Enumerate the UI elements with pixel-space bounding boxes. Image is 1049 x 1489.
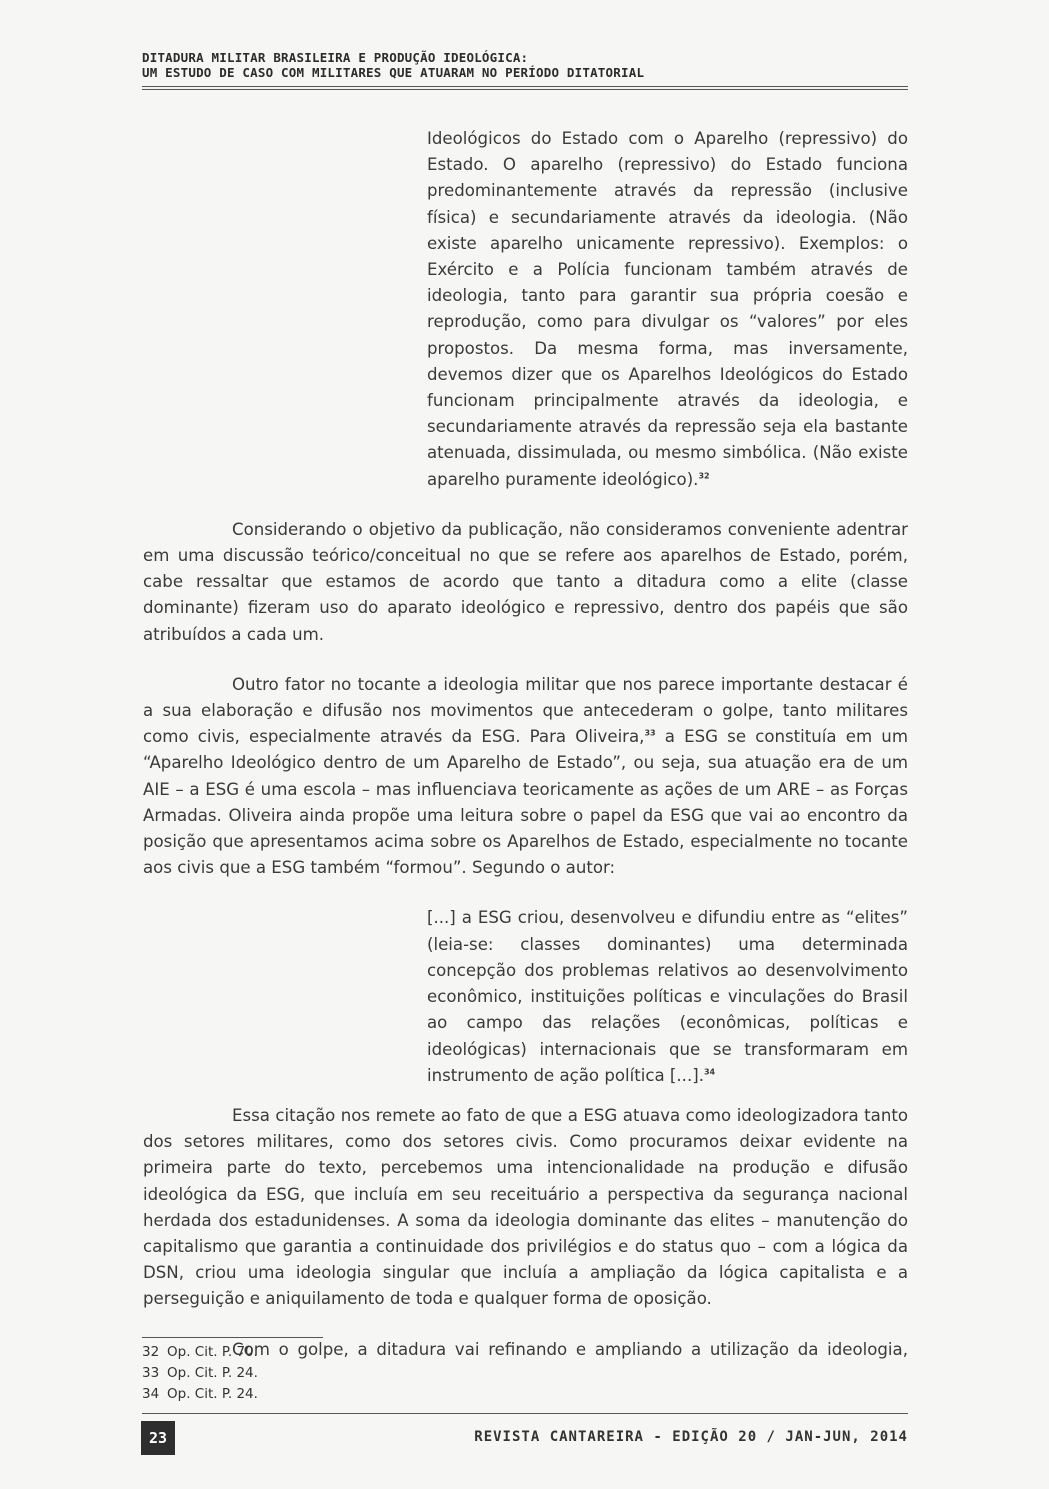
footnote-separator: [142, 1337, 323, 1338]
paragraph-text-b: a ESG se constituía em um “Aparelho Ideológico dentro de um Aparelho de Estado”, ou seja, sua atuação era de um AIE – a ESG é uma escola – mas influenciava teoricamente as ações de um ARE – as Forças Armadas. Oliveira ainda propõe uma leitura sobre o papel da ESG que vai ao encontro da posição que apresentamos acima sobre os Aparelhos de Estado, especialmente no tocante aos civis que a ESG também “formou”. Segundo o autor:: [143, 727, 908, 878]
footnote-32: [142, 1342, 258, 1363]
journal-footer: REVISTA CANTAREIRA - EDIÇÃO 20 / JAN-JUN, 2014: [474, 1429, 908, 1445]
paragraph-essa-citacao: Essa citação nos remete ao fato de que a ESG atuava como ideologizadora tanto dos setores militares, como dos setores civis. Como procuramos deixar evidente na primeira parte do texto, percebemos uma intencionalidade na produção e difusão ideológica da ESG, que incluía em seu receituário a perspectiva da segurança nacional herdada dos estadunidenses. A soma da ideologia dominante das elites – manutenção do capitalismo que garantia a continuidade dos privilégios e do status quo – com a lógica da DSN, criou uma ideologia singular que incluía a ampliação da lógica capitalista e a perseguição e aniquilamento de toda e qualquer forma de oposição.: [143, 1105, 908, 1309]
footnote-number: 34: [142, 1386, 160, 1402]
footnote-text: Op. Cit. P. 70.: [167, 1344, 258, 1360]
block-quote-oliveira: [427, 905, 908, 1088]
footnotes: [142, 1342, 258, 1405]
footer-rule: [142, 1413, 908, 1414]
footnote-text: Op. Cit. P. 24.: [167, 1386, 258, 1402]
footnote-ref-32[interactable]: 32: [698, 471, 710, 481]
footnote-text: Op. Cit. P. 24.: [167, 1365, 258, 1381]
header-title-line-1: DITADURA MILITAR BRASILEIRA E PRODUÇÃO IDEOLÓGICA:: [142, 50, 529, 65]
header-title-line-2: UM ESTUDO DE CASO COM MILITARES QUE ATUARAM NO PERÍODO DITATORIAL: [142, 65, 645, 80]
page-number: 23: [141, 1421, 175, 1455]
paragraph-considerando: Considerando o objetivo da publicação, não consideramos conveniente adentrar em uma discussão teórico/conceitual no que se refere aos aparelhos de Estado, porém, cabe ressaltar que estamos de acordo que tanto a ditadura como a elite (classe dominante) fizeram uso do aparato ideológico e repressivo, dentro dos papéis que são atribuídos a cada um.: [143, 519, 908, 644]
footnote-ref-34[interactable]: 34: [703, 1067, 716, 1077]
header-rule-double: [142, 89, 908, 90]
footnote-33: [142, 1363, 258, 1384]
block-quote-text: [...] a ESG criou, desenvolveu e difundiu entre as “elites” (leia-se: classes dominantes) uma determinada concepção dos problemas relativos ao desenvolvimento econômico, instituições políticas e vinculações do Brasil ao campo das relações (econômicas, políticas e ideológicas) internacionais que se transformaram em instrumento de ação política [...].: [427, 908, 908, 1085]
paragraph-com-o-golpe: Com o golpe, a ditadura vai refinando e ampliando a utilização da ideologia,: [232, 1339, 908, 1359]
article-body: [143, 126, 908, 1363]
block-quote-althusser: [427, 126, 908, 493]
paragraph-text-a: Outro fator no tocante a ideologia militar que nos parece importante destacar é a sua elaboração e difusão nos movimentos que antecederam o golpe, tanto militares como civis, especialmente através da ESG. Para Oliveira,: [143, 674, 908, 747]
footnote-number: 33: [142, 1365, 160, 1381]
paragraph-outro-fator: [143, 672, 908, 882]
footnote-number: 32: [142, 1344, 160, 1360]
footnote-34: [142, 1384, 258, 1405]
footnote-ref-33[interactable]: 33: [644, 728, 656, 738]
block-quote-text: Ideológicos do Estado com o Aparelho (repressivo) do Estado. O aparelho (repressivo) do Estado funciona predominantemente através da repressão (inclusive física) e secundariamente através da ideologia. (Não existe aparelho unicamente repressivo). Exemplos: o Exército e a Polícia funcionam também através de ideologia, tanto para garantir sua própria coesão e reprodução, como para divulgar os “valores” por eles propostos. Da mesma forma, mas inversamente, devemos dizer que os Aparelhos Ideológicos do Estado funcionam principalmente através da ideologia, e secundariamente através da repressão seja ela bastante atenuada, dissimulada, ou mesmo simbólica. (Não existe aparelho puramente ideológico).: [427, 129, 908, 489]
running-header: [142, 50, 908, 80]
header-rule: [142, 86, 908, 87]
